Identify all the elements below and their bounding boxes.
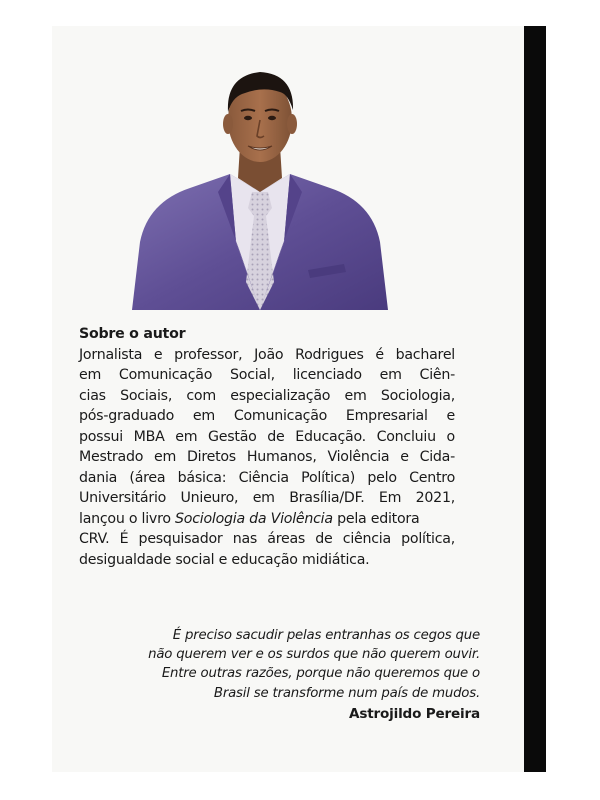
- quote-line: Entre outras razões, porque não queremos que o: [161, 666, 480, 682]
- quote-line: Brasil se transforme num país de mudos.: [213, 685, 480, 701]
- quote-line: não querem ver e os surdos que não querem ouvir.: [148, 647, 480, 663]
- book-title: Sociologia da Violência: [175, 510, 333, 527]
- bio-line: Mestrado em Diretos Humanos, Violência e Cida-: [79, 449, 455, 465]
- bio-line: dania (área básica: Ciência Política) pelo Centro: [79, 469, 455, 486]
- bio-text: lançou o livro: [79, 510, 176, 527]
- epigraph-quote: [79, 626, 480, 724]
- bio-line: pós-graduado em Comunicação Empresarial e: [79, 408, 455, 424]
- author-photo: [130, 42, 390, 310]
- quote-author: Astrojildo Pereira: [349, 705, 480, 722]
- bio-line-with-book-title: [79, 509, 455, 530]
- author-bio: [79, 324, 455, 570]
- bio-line: em Comunicação Social, licenciado em Ciên-: [79, 367, 455, 383]
- bio-line: Jornalista e professor, João Rodrigues é bacharel: [79, 346, 455, 363]
- bio-heading: Sobre o autor: [79, 326, 186, 342]
- bio-line: desigualdade social e educação midiática.: [79, 551, 370, 568]
- quote-line: É preciso sacudir pelas entranhas os cegos que: [172, 628, 480, 643]
- bio-text: pela editora: [332, 510, 420, 527]
- book-spine-edge: [524, 26, 546, 772]
- bio-line: Universitário Unieuro, em Brasília/DF. Em 2021,: [79, 490, 455, 506]
- bio-line: CRV. É pesquisador nas áreas de ciência política,: [79, 531, 455, 547]
- bio-line: possui MBA em Gestão de Educação. Concluiu o: [79, 428, 455, 445]
- bio-line: cias Sociais, com especialização em Sociologia,: [79, 387, 455, 404]
- author-portrait-illustration: [130, 42, 390, 310]
